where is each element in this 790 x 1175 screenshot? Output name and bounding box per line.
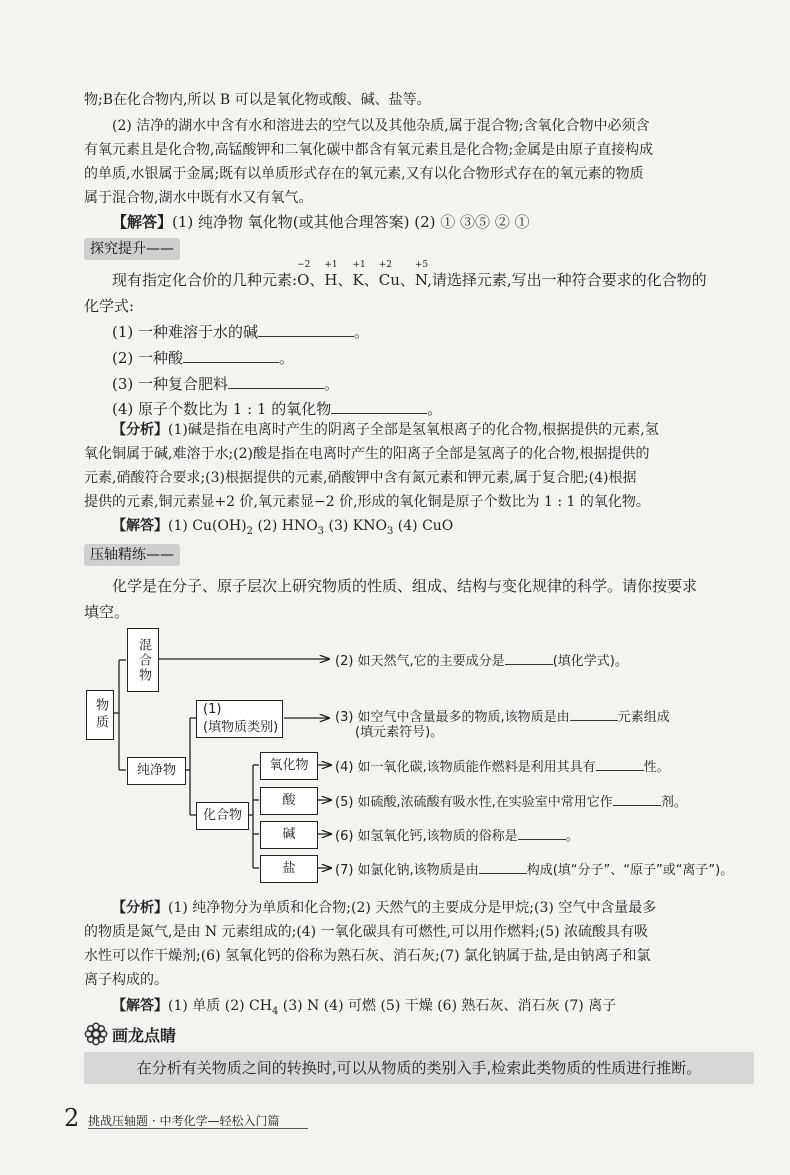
question-text: ,请选择元素,写出一种符合要求的化合物的 [427, 271, 707, 289]
answer-blank[interactable] [505, 650, 553, 665]
answer-2: 【解答】(1) $Cu(OH)_2$ (2) $HNO_3$ (3) $KNO_3$ (4) CuO [112, 518, 454, 537]
analysis-line: 的单质,水银属于金属;既有以单质形式存在的氧元素,又有以化合物形式存在的氧元素的物质 [84, 166, 644, 182]
analysis-line: 水性可以作干燥剂;(6) 氢氧化钙的俗称为熟石灰、消石灰;(7) 氯化钠属于盐,是由钠离子和氯 [84, 948, 651, 964]
question-item: (2) 一种酸 。 [112, 346, 294, 370]
diagram-q2: (2) 如天然气,它的主要成分是 (填化学式)。 [335, 650, 628, 671]
box-base: 碱 [260, 821, 318, 849]
diagram-q7: (7) 如氯化钠,该物质是由 构成(填“分子”、“原子”或“离子”)。 [335, 859, 733, 880]
box-substance: 物质 [86, 690, 114, 740]
diagram-q4: (4) 如一氧化碳,该物质能作燃料是利用其具有 性。 [335, 756, 670, 777]
box-acid: 酸 [260, 787, 318, 815]
analysis-line: 氧化铜属于碱,难溶于水;(2)酸是指在电离时产生的阳离子全部是氢离子的化合物,根据提供的 [84, 446, 650, 462]
element-cu: +2 Cu [378, 260, 400, 289]
diagram-q6: (6) 如氢氧化钙,该物质的俗称是 。 [335, 825, 579, 846]
box-salt: 盐 [260, 855, 318, 883]
question-1-line2: 化学式: [84, 297, 135, 315]
section-header-practice: 压轴精练—— [84, 544, 180, 566]
tip-title: 画龙点睛 [112, 1025, 177, 1045]
answer-3: 【解答】(1) 单质 (2) $CH_4$ (3) N (4) 可燃 (5) 干燥 (6) 熟石灰、消石灰 (7) 离子 [112, 998, 617, 1017]
footer-title: 挑战压轴题 · 中考化学—轻松入门篇 [88, 1114, 280, 1128]
diagram-q5: (5) 如硫酸,浓硫酸有吸水性,在实验室中常用它作 剂。 [335, 791, 687, 812]
analysis-line: 属于混合物,湖水中既有水又有氧气。 [84, 190, 313, 206]
element-o: −2 O [297, 260, 311, 289]
intro-line: 物;B在化合物内,所以 B 可以是氧化物或酸、碱、盐等。 [84, 92, 431, 108]
section-header-explore: 探究提升—— [84, 238, 180, 260]
tip-box: 在分析有关物质之间的转换时,可以从物质的类别入手,检索此类物质的性质进行推断。 [84, 1052, 754, 1084]
element-k: +1 K [352, 260, 366, 289]
element-h: +1 H [324, 260, 338, 289]
box-element-category [196, 700, 283, 738]
answer-text: (1) 纯净物 氧化物(或其他合理答案) (2) ① ③⑤ ② ① [172, 213, 530, 231]
question-2-line2: 填空。 [84, 603, 130, 621]
diagram-q3: (3) 如空气中含量最多的物质,该物质是由 元素组成 [335, 706, 670, 727]
analysis-line: 有氧元素且是化合物,高锰酸钾和二氧化碳中都含有氧元素且是化合物;金属是由原子直接构成 [84, 142, 654, 158]
element-n: +5 N [414, 260, 429, 289]
box-oxide: 氧化物 [260, 752, 318, 780]
analysis-line: 元素,硝酸符合要求;(3)根据提供的元素,硝酸钾中含有氮元素和钾元素,属于复合肥;(4)根据 [84, 470, 637, 486]
tip-header [84, 1022, 176, 1046]
question-1-line1: 现有指定化合价的几种元素: −2 O、 +1 H、 +1 K、 +2 Cu、 +5 N,请选择元素,写出一种符合要求的化合物的 [112, 260, 707, 289]
blank-label: (1) [203, 702, 222, 717]
question-item: (4) 原子个数比为 1 : 1 的氧化物 。 [112, 397, 442, 421]
analysis-line: 提供的元素,铜元素显+2 价,氧元素显−2 价,形成的氧化铜是原子个数比为 1 : 1 的氧化物。 [84, 494, 650, 510]
question-item: (3) 一种复合肥料 。 [112, 372, 339, 396]
answer-label: 【解答】 [112, 213, 173, 231]
analysis-line: 离子构成的。 [84, 972, 168, 988]
box-mixture: 混合物 [127, 628, 159, 692]
diagram-q3-note: (填元素符号)。 [355, 725, 444, 740]
flower-icon [84, 1022, 108, 1046]
page-number: 2 [64, 1104, 80, 1132]
answer-blank[interactable] [479, 859, 527, 874]
blank-hint: (填物质类别) [203, 720, 279, 735]
question-2-line1: 化学是在分子、原子层次上研究物质的性质、组成、结构与变化规律的科学。请你按要求 [112, 577, 698, 595]
answer-blank[interactable] [596, 756, 644, 771]
answer-blank[interactable] [613, 791, 661, 806]
question-item: (1) 一种难溶于水的碱 。 [112, 320, 369, 344]
answer-blank[interactable] [518, 825, 566, 840]
answer-blank[interactable] [570, 706, 618, 721]
analysis-line: 的物质是氮气,是由 N 元素组成的;(4) 一氧化碳具有可燃性,可以用作燃料;(5) 浓硫酸具有吸 [84, 924, 649, 940]
analysis-line: (2) 洁净的湖水中含有水和溶进去的空气以及其他杂质,属于混合物;含氧化合物中必须含 [112, 118, 650, 134]
box-pure-substance: 纯净物 [127, 757, 186, 785]
analysis-3-line1: 【分析】(1) 纯净物分为单质和化合物;(2) 天然气的主要成分是甲烷;(3) 空气中含量最多 [112, 900, 657, 916]
question-text: 现有指定化合价的几种元素: [112, 271, 298, 289]
analysis-2-line1: 【分析】(1)碱是指在电离时产生的阴离子全部是氢氧根离子的化合物,根据提供的元素,氢 [112, 422, 659, 438]
box-compound: 化合物 [196, 802, 249, 830]
footer-rule [88, 1128, 308, 1129]
